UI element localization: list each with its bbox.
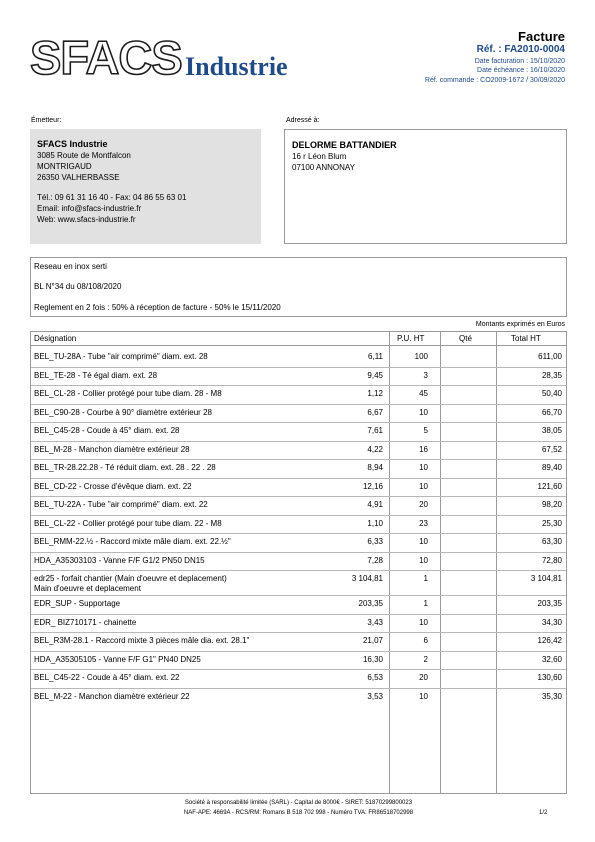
- header-designation: Désignation: [34, 334, 77, 343]
- item-unit-price: 6,67: [367, 407, 383, 417]
- item-unit-price: 6,11: [368, 352, 383, 361]
- item-designation: BEL_C45-22 - Coude à 45° diam. ext. 22: [34, 673, 180, 682]
- item-quantity: 20: [419, 673, 428, 682]
- table-row: [31, 670, 566, 689]
- page-number: 1/2: [539, 810, 548, 816]
- table-row: [31, 652, 566, 671]
- table-row: [31, 423, 566, 442]
- item-quantity: 3: [423, 370, 428, 380]
- item-quantity: 100: [414, 352, 428, 361]
- item-designation: BEL_C45-28 - Coude à 45° diam. ext. 28: [34, 426, 180, 435]
- item-designation: BEL_TR-28.22.28 - Té réduit diam. ext. 28 . 22 . 28: [34, 463, 216, 472]
- table-header: [31, 332, 566, 346]
- item-unit-price: 6,33: [367, 537, 383, 546]
- emitter-phone: Tél.: 09 61 31 16 40 - Fax: 04 86 55 63 01: [37, 193, 187, 202]
- item-unit-price: 1,10: [367, 518, 383, 528]
- item-unit-price: 9,45: [367, 370, 383, 380]
- table-row: [31, 442, 566, 461]
- emitter-address-line: 3085 Route de Montfalcon: [37, 151, 131, 160]
- item-quantity: 10: [419, 691, 428, 701]
- item-unit-price: 3,53: [367, 691, 383, 701]
- payment-terms: Reglement en 2 fois : 50% à réception de facture - 50% le 15/11/2020: [34, 303, 281, 312]
- item-designation: BEL_CL-22 - Collier protégé pour tube diam. 22 - M8: [34, 518, 222, 528]
- item-quantity: 20: [419, 500, 428, 509]
- invoice-subject: Reseau en inox serti: [34, 262, 107, 271]
- table-row: [31, 615, 566, 634]
- invoice-reference: Réf. : FA2010-0004: [476, 44, 565, 55]
- emitter-address-line: MONTRIGAUD: [37, 162, 92, 171]
- item-unit-price: 8,94: [367, 463, 383, 472]
- item-quantity: 45: [419, 389, 428, 398]
- item-quantity: 10: [419, 537, 428, 546]
- invoice-items-table: [30, 331, 567, 794]
- item-unit-price: 203,35: [358, 599, 383, 608]
- item-designation: BEL_CD-22 - Crosse d'évêque diam. ext. 22: [34, 481, 192, 491]
- item-unit-price: 3,43: [367, 617, 383, 627]
- item-quantity: 1: [423, 599, 428, 608]
- item-quantity: 10: [419, 407, 428, 417]
- item-designation: EDR_ BIZ710171 - chainette: [34, 617, 137, 627]
- item-designation: BEL_R3M-28.1 - Raccord mixte 3 pièces mâle dia. ext. 28.1": [34, 636, 250, 645]
- item-quantity: 1: [423, 574, 428, 583]
- item-designation: BEL_M-22 - Manchon diamètre extérieur 22: [34, 691, 190, 701]
- item-unit-price: 1,12: [367, 389, 383, 398]
- recipient-address-line: 07100 ANNONAY: [292, 163, 355, 172]
- item-total: 28,35: [541, 370, 562, 380]
- item-total: 63,30: [541, 537, 562, 546]
- item-quantity: 10: [419, 481, 428, 491]
- delivery-note: BL N°34 du 08/108/2020: [34, 282, 122, 291]
- recipient-label: Adressé à:: [286, 117, 320, 124]
- table-row: [31, 633, 566, 652]
- item-designation: edr25 - forfait chantier (Main d'oeuvre et deplacement): [34, 574, 227, 583]
- item-unit-price: 4,91: [367, 500, 383, 509]
- item-total: 67,52: [541, 444, 562, 454]
- item-designation: HDA_A35303103 - Vanne F/F G1/2 PN50 DN15: [34, 555, 205, 565]
- logo-industrie-text: Industrie: [185, 52, 288, 81]
- table-row: [31, 534, 566, 553]
- item-total: 72,80: [541, 555, 562, 565]
- item-designation: BEL_M-28 - Manchon diamètre extérieur 28: [34, 444, 190, 454]
- item-designation-detail: Main d'oeuvre et deplacement: [34, 584, 141, 593]
- table-row: [31, 386, 566, 405]
- item-designation: BEL_TU-28A - Tube "air comprimé" diam. ext. 28: [34, 352, 208, 361]
- emitter-address-line: 26350 VALHERBASSE: [37, 173, 120, 182]
- table-row: [31, 349, 566, 368]
- table-row: [31, 368, 566, 387]
- item-total: 35,30: [541, 691, 562, 701]
- item-quantity: 10: [419, 555, 428, 565]
- item-quantity: 10: [419, 617, 428, 627]
- item-total: 32,60: [541, 654, 562, 664]
- emitter-web: Web: www.sfacs-industrie.fr: [37, 215, 136, 224]
- item-total: 121,60: [537, 481, 562, 491]
- item-total: 611,00: [538, 352, 562, 361]
- table-row: [31, 596, 566, 615]
- item-unit-price: 21,07: [362, 636, 383, 645]
- table-row: [31, 571, 566, 596]
- item-quantity: 10: [419, 463, 428, 472]
- item-designation: EDR_SUP - Supportage: [34, 599, 121, 608]
- item-designation: BEL_TU-22A - Tube "air comprimé" diam. ext. 22: [34, 500, 208, 509]
- emitter-email: Email: info@sfacs-industrie.fr: [37, 204, 142, 213]
- recipient-name: DELORME BATTANDIER: [292, 140, 397, 150]
- invoice-date: Date facturation : 15/10/2020: [474, 58, 565, 65]
- item-total: 98,20: [541, 500, 562, 509]
- recipient-box: [284, 129, 567, 244]
- footer-legal-line: NAF-APE: 4669A - RCS/RM: Romans B 518 702 998 - Numéro TVA: FR86518702998: [183, 810, 414, 816]
- item-total: 66,70: [541, 407, 562, 417]
- table-row: [31, 553, 566, 572]
- header-unit-price: P.U. HT: [397, 334, 425, 343]
- table-row: [31, 516, 566, 535]
- table-row: [31, 479, 566, 498]
- table-row: [31, 460, 566, 479]
- item-designation: HDA_A35305105 - Vanne F/F G1" PN40 DN25: [34, 654, 201, 664]
- logo-sfacs-text: SFACS: [30, 31, 182, 84]
- item-total: 38,05: [541, 426, 562, 435]
- invoice-info-box: [30, 257, 567, 317]
- company-logo: [30, 31, 315, 86]
- item-total: 130,60: [537, 673, 562, 682]
- item-quantity: 6: [423, 636, 428, 645]
- item-total: 203,35: [537, 599, 562, 608]
- item-total: 25,30: [541, 518, 562, 528]
- item-designation: BEL_TE-28 - Té égal diam. ext. 28: [34, 370, 158, 380]
- item-unit-price: 12,16: [362, 481, 383, 491]
- due-date: Date échéance : 16/10/2020: [477, 67, 565, 74]
- item-total: 50,40: [541, 389, 562, 398]
- item-unit-price: 7,61: [367, 426, 383, 435]
- item-designation: BEL_CL-28 - Collier protégé pour tube diam. 28 - M8: [34, 389, 222, 398]
- item-total: 89,40: [541, 463, 562, 472]
- item-unit-price: 4,22: [367, 444, 383, 454]
- order-reference: Réf. commande : CO2009-1672 / 30/09/2020: [424, 77, 565, 84]
- item-designation: BEL_RMM-22.½ - Raccord mixte mâle diam. ext. 22.½": [34, 537, 231, 546]
- item-unit-price: 6,53: [367, 673, 383, 682]
- item-unit-price: 7,28: [367, 555, 383, 565]
- item-total: 34,30: [541, 617, 562, 627]
- header-quantity: Qté: [459, 334, 472, 343]
- item-unit-price: 16,30: [362, 654, 383, 664]
- table-row: [31, 689, 566, 708]
- table-row: [31, 497, 566, 516]
- item-quantity: 16: [419, 444, 428, 454]
- footer-legal-line: Société à responsabilité limitée (SARL) - Capital de 8000€ - SIRET: 51870299800023: [184, 800, 413, 806]
- item-quantity: 2: [423, 654, 428, 664]
- item-quantity: 5: [423, 426, 428, 435]
- item-unit-price: 3 104,81: [351, 574, 383, 583]
- document-title: Facture: [518, 29, 565, 44]
- item-total: 3 104,81: [530, 574, 562, 583]
- table-row: [31, 405, 566, 424]
- emitter-box: [30, 129, 261, 244]
- header-total: Total HT: [511, 334, 541, 343]
- item-total: 126,42: [537, 636, 562, 645]
- emitter-name: SFACS Industrie: [37, 139, 108, 149]
- currency-note: Montants exprimés en Euros: [475, 321, 565, 328]
- recipient-address-line: 16 r Léon Blum: [292, 152, 347, 161]
- emitter-label: Émetteur:: [31, 117, 62, 124]
- item-designation: BEL_C90-28 - Courbe à 90° diamètre extérieur 28: [34, 407, 212, 417]
- item-quantity: 23: [419, 518, 428, 528]
